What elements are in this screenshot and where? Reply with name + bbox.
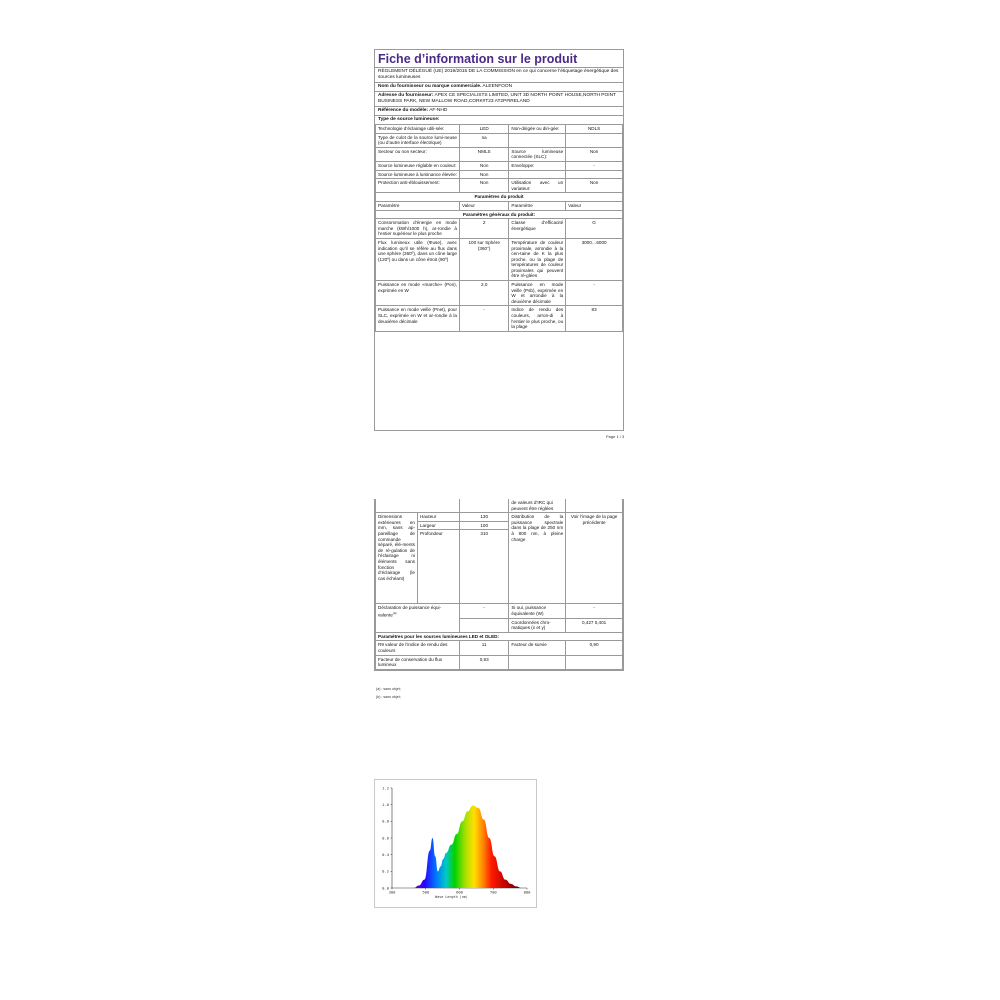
type-cell-l1: Source lumineuse réglable en couleur: bbox=[376, 161, 460, 170]
type-cell-v1: NMLS bbox=[459, 147, 508, 161]
x-tick-label: 700 bbox=[489, 889, 497, 895]
led-header: Paramètres pour les sources lumineuses LED et OLED: bbox=[376, 632, 623, 641]
general-cell-v1: 100 sur Sphère (360°) bbox=[459, 238, 508, 280]
dimensions-label: Dimensions extérieures en mm, sans ap-pareillage de commande séparé, élé-ments de ré-gulation de l’éclairage ni éléments sans fonction d’éclairage (le cas échéant) bbox=[376, 513, 418, 604]
general-cell-l2: Indice de rendu des couleurs, arron-di à l’entier le plus proche, ou la plage bbox=[509, 306, 566, 331]
source-type-label: Type de source lumineuse: bbox=[375, 116, 623, 125]
type-cell-l1: Source lumineuse à luminance élevée: bbox=[376, 170, 460, 179]
footnote-2: (b) : sans objet; bbox=[376, 695, 401, 699]
type-cell-v2: - bbox=[566, 161, 623, 170]
dim-value-depth: 310 bbox=[459, 530, 508, 604]
y-tick-label: 0.6 bbox=[382, 835, 389, 841]
product-sheet-page-2 bbox=[374, 499, 624, 671]
spectrum-chart bbox=[374, 779, 537, 908]
general-cell-l1: Puissance en mode «marche» (Pon), exprimée en W bbox=[376, 281, 460, 306]
spectrum-area bbox=[414, 806, 522, 889]
y-tick-label: 0.4 bbox=[382, 851, 389, 857]
general-cell-v2: 3000…6000 bbox=[566, 238, 623, 280]
general-cell-l2: Classe d’efficacité énergétique bbox=[509, 219, 566, 239]
r9-label: R9 valeur de l’indice de rendu des couleurs bbox=[376, 641, 460, 655]
general-cell-v1: 2,0 bbox=[459, 281, 508, 306]
supplier-row bbox=[375, 83, 623, 92]
y-tick-label: 1.2 bbox=[382, 785, 389, 791]
product-sheet-page-1 bbox=[374, 49, 624, 431]
sheet-title: Fiche d’information sur le produit bbox=[375, 50, 623, 68]
r9-value: 11 bbox=[459, 641, 508, 655]
equiv-w-label: Si oui, puissance équivalente (W) bbox=[509, 604, 566, 618]
type-row bbox=[376, 147, 623, 161]
type-cell-l1: Type de culot de la source lumi-neuse (ou d’autre interface électrique) bbox=[376, 133, 460, 147]
maint-value: 0,93 bbox=[459, 655, 508, 669]
general-header: Paramètres généraux du produit: bbox=[376, 210, 623, 219]
type-cell-v2 bbox=[566, 170, 623, 179]
spectral-value: Voir l’image de la page précédente bbox=[566, 513, 623, 604]
regulation-text: RÈGLEMENT DÉLÉGUÉ (UE) 2019/2015 DE LA COMMISSION en ce qui concerne l’étiquetage énergétique des sources lumineuses bbox=[375, 68, 623, 83]
survival-label: Facteur de survie bbox=[509, 641, 566, 655]
footnotes bbox=[376, 685, 401, 701]
general-row bbox=[376, 281, 623, 306]
y-tick-label: 0.8 bbox=[382, 818, 389, 824]
equiv-footnote-ref: (a) bbox=[392, 610, 397, 615]
dim-value-height: 130 bbox=[459, 513, 508, 522]
spectral-label: Distribution de la puissance spectrale dans la plage de 250 nm à 800 nm, à pleine charge bbox=[509, 513, 566, 604]
chroma-label: Coordonnées chro-matiques (x et y) bbox=[509, 618, 566, 632]
type-table bbox=[375, 125, 623, 193]
type-row bbox=[376, 179, 623, 193]
x-tick-label: 500 bbox=[422, 889, 430, 895]
general-cell-v2: G bbox=[566, 219, 623, 239]
supplier-value: ALEENFOON bbox=[482, 84, 513, 89]
general-row bbox=[376, 219, 623, 239]
col-header-value-2: Valeur bbox=[566, 201, 623, 210]
address-value: APEX CE SPECIALISTS LIMITED, UNIT 3D NORTH POINT HOUSE,NORTH POINT BUSINESS PARK, NEW MALLOW ROAD,CORK#T23 AT2P#IRELAND bbox=[378, 93, 616, 104]
type-row bbox=[376, 161, 623, 170]
dim-label-width: Largeur bbox=[417, 521, 459, 530]
model-value: AF-NHD bbox=[429, 108, 448, 113]
general-cell-v1: 2 bbox=[459, 219, 508, 239]
y-tick-label: 0.2 bbox=[382, 868, 389, 874]
general-cell-v2: - bbox=[566, 281, 623, 306]
type-cell-l2: Source lumineuse connectée (SLC): bbox=[509, 147, 566, 161]
x-axis-title: Wave Length (nm) bbox=[435, 895, 468, 899]
page-number: Page 1 / 3 bbox=[606, 434, 625, 439]
type-cell-l2 bbox=[509, 133, 566, 147]
type-cell-l1: Protection anti-éblouissement: bbox=[376, 179, 460, 193]
type-cell-l1: Technologie d’éclairage utili-sée: bbox=[376, 125, 460, 133]
type-row bbox=[376, 133, 623, 147]
type-cell-v1: LED bbox=[459, 125, 508, 133]
maint-label: Facteur de conservation du flux lumineux bbox=[376, 655, 460, 669]
spectrum-chart-svg bbox=[375, 780, 536, 907]
type-cell-v2: NDLS bbox=[566, 125, 623, 133]
type-cell-v2: Non bbox=[566, 147, 623, 161]
general-cell-l1: Puissance en mode veille (Pnet), pour SLC, exprimée en W et ar-rondie à la deuxième décimale bbox=[376, 306, 460, 331]
equiv-w-value: - bbox=[566, 604, 623, 618]
survival-value: 0,90 bbox=[566, 641, 623, 655]
y-tick-label: 0.0 bbox=[382, 885, 389, 891]
x-tick-label: 600 bbox=[456, 889, 463, 895]
col-header-param-2: Paramètre bbox=[509, 201, 566, 210]
type-cell-v1: Non bbox=[459, 170, 508, 179]
general-cell-l2: Température de couleur proximale, arrondie à la cen-taine de K la plus proche, ou la plage de températures de couleur proximales qui peuvent être ré-glées bbox=[509, 238, 566, 280]
type-cell-l1: Secteur ou non secteur: bbox=[376, 147, 460, 161]
equiv-value: - bbox=[459, 604, 508, 618]
dim-label-height: Hauteur bbox=[417, 513, 459, 522]
y-tick-label: 1.0 bbox=[382, 801, 389, 807]
type-cell-l2 bbox=[509, 170, 566, 179]
address-label: Adresse du fournisseur: bbox=[378, 93, 434, 98]
params-header: Paramètres du produit bbox=[376, 193, 623, 201]
model-row bbox=[375, 107, 623, 116]
type-cell-v2: Non bbox=[566, 179, 623, 193]
general-row bbox=[376, 306, 623, 331]
general-cell-l1: Flux lumineux utile (Φuse), avec indication qu’il se réfère au flux dans une sphère (360º), dans un cône large (120º) ou dans un cône étroit (90º) bbox=[376, 238, 460, 280]
page2-table bbox=[375, 499, 623, 670]
equiv-label: Déclaration de puissance équi-valente bbox=[378, 605, 442, 618]
type-row bbox=[376, 125, 623, 133]
dim-value-width: 100 bbox=[459, 521, 508, 530]
general-cell-v2: 83 bbox=[566, 306, 623, 331]
type-cell-v1: na bbox=[459, 133, 508, 147]
general-row bbox=[376, 238, 623, 280]
x-tick-label: 300 bbox=[388, 889, 396, 895]
col-header-param-1: Paramètre bbox=[376, 201, 460, 210]
type-cell-v2 bbox=[566, 133, 623, 147]
type-cell-v1: Non bbox=[459, 161, 508, 170]
type-cell-l2: Non-dirigée ou diri-gée: bbox=[509, 125, 566, 133]
cri-continuation: de valeurs d’IRC qui peuvent être réglées bbox=[509, 499, 566, 513]
col-header-value-1: Valeur bbox=[459, 201, 508, 210]
general-cell-l2: Puissance en mode veille (Psb), exprimée en W et arrondie à la deuxième décimale bbox=[509, 281, 566, 306]
supplier-label: Nom du fournisseur ou marque commerciale. bbox=[378, 84, 482, 89]
params-table bbox=[375, 193, 623, 331]
address-row bbox=[375, 92, 623, 107]
type-cell-v1: Non bbox=[459, 179, 508, 193]
footnote-1: (a) : sans objet; bbox=[376, 687, 401, 691]
model-label: Référence du modèle: bbox=[378, 108, 429, 113]
x-tick-label: 800 bbox=[523, 889, 531, 895]
chroma-value: 0,427 0,401 bbox=[566, 618, 623, 632]
type-row bbox=[376, 170, 623, 179]
type-cell-l2: Utilisation avec un variateur: bbox=[509, 179, 566, 193]
dim-label-depth: Profondeur bbox=[417, 530, 459, 604]
equiv-cell bbox=[376, 604, 460, 632]
general-cell-l1: Consommation d’énergie en mode marche (kWh/1000 h), ar-rondie à l’entier supérieur le plus proche bbox=[376, 219, 460, 239]
general-cell-v1: - bbox=[459, 306, 508, 331]
type-cell-l2: Enveloppe: bbox=[509, 161, 566, 170]
